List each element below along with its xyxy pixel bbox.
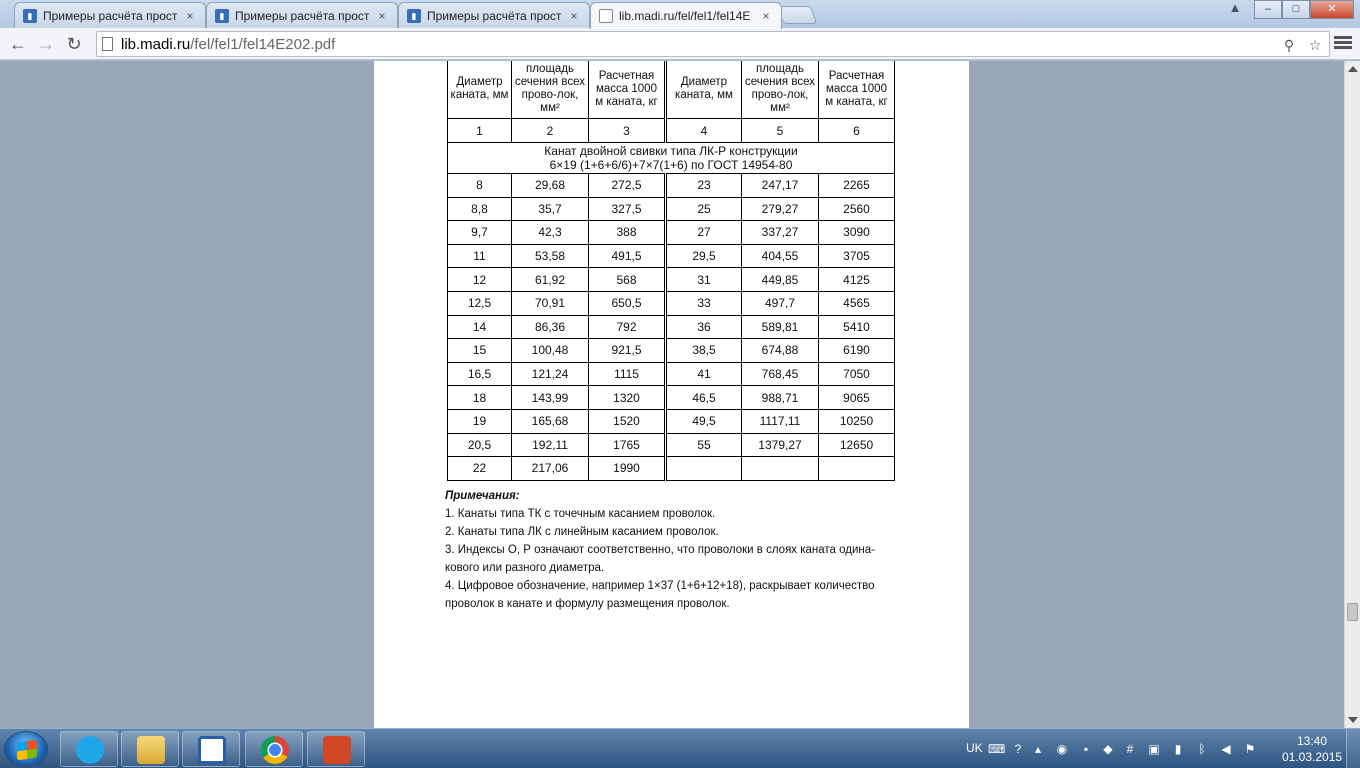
- flag-icon[interactable]: ⚑: [1244, 742, 1256, 756]
- table-cell: 165,68: [512, 409, 589, 433]
- table-row: [448, 221, 895, 245]
- clock[interactable]: [1282, 733, 1342, 765]
- table-cell: 61,92: [512, 268, 589, 292]
- clock-date: 01.03.2015: [1282, 750, 1343, 764]
- table-cell: 18: [448, 386, 512, 410]
- table-cell: 650,5: [589, 291, 666, 315]
- windows-taskbar: [0, 728, 1360, 768]
- table-cell: 4565: [819, 291, 895, 315]
- close-tab-icon[interactable]: ×: [186, 8, 194, 23]
- column-number-row: [448, 119, 895, 143]
- column-number: 6: [819, 119, 895, 143]
- table-cell: 55: [666, 433, 742, 457]
- table-cell: 404,55: [742, 244, 819, 268]
- table-cell: [742, 457, 819, 481]
- pdf-page: [374, 61, 969, 728]
- notes-title: Примечания:: [445, 490, 520, 502]
- taskbar-skype[interactable]: [60, 731, 118, 767]
- table-cell: 192,11: [512, 433, 589, 457]
- document-icon: [599, 9, 613, 23]
- table-cell: 29,68: [512, 174, 589, 198]
- close-window-button[interactable]: ✕: [1310, 0, 1354, 19]
- table-cell: 9,7: [448, 221, 512, 245]
- table-cell: 38,5: [666, 339, 742, 363]
- table-cell: 9065: [819, 386, 895, 410]
- table-cell: 33: [666, 291, 742, 315]
- browser-toolbar: [0, 28, 1360, 60]
- section-title-line1: Канат двойной свивки типа ЛК-Р конструкции: [544, 144, 798, 158]
- rope-table: [447, 61, 895, 481]
- table-cell: 272,5: [589, 174, 666, 198]
- keyboard-icon[interactable]: ⌨: [988, 742, 1006, 756]
- table-cell: 22: [448, 457, 512, 481]
- pdf-viewer[interactable]: [0, 61, 1344, 728]
- tab-3[interactable]: [398, 2, 590, 28]
- column-number: 5: [742, 119, 819, 143]
- table-cell: 41: [666, 362, 742, 386]
- reload-icon[interactable]: ↻: [66, 34, 82, 54]
- browser-titlebar: [0, 0, 1360, 28]
- table-cell: 217,06: [512, 457, 589, 481]
- taskbar-chrome[interactable]: [245, 731, 303, 767]
- address-bar[interactable]: [96, 31, 1330, 57]
- bluetooth-icon[interactable]: ᛒ: [1198, 742, 1206, 756]
- header-cell: Диаметр каната, мм: [666, 61, 742, 119]
- table-cell: 1990: [589, 457, 666, 481]
- table-cell: 29,5: [666, 244, 742, 268]
- volume-icon[interactable]: ◀: [1221, 742, 1231, 756]
- note-line: 1. Канаты типа ТК с точечным касанием проволок.: [445, 508, 716, 520]
- table-cell: 568: [589, 268, 666, 292]
- table-cell: 2265: [819, 174, 895, 198]
- table-cell: 6190: [819, 339, 895, 363]
- tab-2[interactable]: [206, 2, 398, 28]
- bookmark-star-icon[interactable]: ☆: [1308, 37, 1322, 53]
- table-cell: 27: [666, 221, 742, 245]
- header-cell: Диаметр каната, мм: [448, 61, 512, 119]
- column-number: 4: [666, 119, 742, 143]
- table-row: [448, 244, 895, 268]
- table-row: [448, 386, 895, 410]
- table-row: [448, 197, 895, 221]
- table-cell: 36: [666, 315, 742, 339]
- table-cell: 7050: [819, 362, 895, 386]
- column-number: 2: [512, 119, 589, 143]
- table-cell: 279,27: [742, 197, 819, 221]
- notes-icon[interactable]: ▪: [1083, 742, 1089, 756]
- note-line: проволок в канате и формулу размещения проволок.: [445, 598, 730, 610]
- section-title: [448, 143, 895, 174]
- note-line: кового или разного диаметра.: [445, 562, 605, 574]
- table-cell: 100,48: [512, 339, 589, 363]
- device-icon[interactable]: ▣: [1148, 742, 1160, 756]
- table-cell: [819, 457, 895, 481]
- presentation-icon: [323, 736, 351, 764]
- book-icon: ▮: [407, 9, 421, 23]
- scroll-down-icon[interactable]: [1348, 717, 1358, 723]
- table-cell: 388: [589, 221, 666, 245]
- table-cell: 674,88: [742, 339, 819, 363]
- page-icon: [102, 37, 113, 51]
- taskbar-word[interactable]: [182, 731, 240, 767]
- help-icon[interactable]: ?: [1014, 742, 1022, 756]
- menu-icon[interactable]: [1334, 34, 1352, 52]
- zoom-icon[interactable]: ⚲: [1283, 37, 1295, 53]
- chevron-up-icon[interactable]: ▴: [1034, 742, 1042, 756]
- language-indicator[interactable]: UK: [966, 741, 983, 755]
- table-cell: 8: [448, 174, 512, 198]
- table-cell: 1765: [589, 433, 666, 457]
- header-cell: площадь сечения всех прово-лок, мм²: [742, 61, 819, 119]
- table-header-row: [448, 61, 895, 119]
- header-cell: площадь сечения всех прово-лок, мм²: [512, 61, 589, 119]
- table-cell: 5410: [819, 315, 895, 339]
- window-controls: [1254, 0, 1354, 20]
- table-cell: 1115: [589, 362, 666, 386]
- table-cell: 23: [666, 174, 742, 198]
- url-text: [121, 36, 335, 53]
- table-cell: 792: [589, 315, 666, 339]
- skype-icon: [76, 736, 104, 764]
- header-cell: Расчетная масса 1000 м каната, кг: [819, 61, 895, 119]
- vertical-scrollbar[interactable]: [1344, 61, 1360, 728]
- table-cell: 1320: [589, 386, 666, 410]
- table-cell: 25: [666, 197, 742, 221]
- table-cell: 10250: [819, 409, 895, 433]
- tab-label: Примеры расчёта прост: [427, 8, 562, 23]
- notes-block: [445, 487, 915, 613]
- scroll-up-icon[interactable]: [1348, 66, 1358, 72]
- close-tab-icon[interactable]: ×: [762, 9, 770, 23]
- table-cell: 3705: [819, 244, 895, 268]
- tab-active[interactable]: [590, 2, 782, 29]
- file-explorer-icon: [137, 736, 165, 764]
- note-line: 3. Индексы О, Р означают соответственно, что проволоки в слоях каната одина-: [445, 544, 875, 556]
- header-cell: Расчетная масса 1000 м каната, кг: [589, 61, 666, 119]
- table-cell: 46,5: [666, 386, 742, 410]
- table-cell: 12: [448, 268, 512, 292]
- close-tab-icon[interactable]: ×: [570, 8, 578, 23]
- new-tab-button[interactable]: [777, 6, 818, 24]
- section-title-line2: 6×19 (1+6+6/6)+7×7(1+6) по ГОСТ 14954-80: [549, 158, 793, 172]
- table-cell: 15: [448, 339, 512, 363]
- table-row: [448, 339, 895, 363]
- start-button[interactable]: [4, 731, 48, 767]
- tab-label: Примеры расчёта прост: [235, 8, 370, 23]
- show-desktop-button[interactable]: [1346, 729, 1360, 768]
- table-cell: 14: [448, 315, 512, 339]
- scrollbar-thumb[interactable]: [1347, 603, 1358, 621]
- table-cell: 337,27: [742, 221, 819, 245]
- table-cell: 491,5: [589, 244, 666, 268]
- forward-arrow-icon[interactable]: →: [37, 34, 55, 54]
- book-icon: ▮: [215, 9, 229, 23]
- maximize-button[interactable]: □: [1282, 0, 1310, 19]
- section-title-row: [448, 143, 895, 174]
- network-hash-icon[interactable]: #: [1126, 742, 1134, 756]
- table-row: [448, 433, 895, 457]
- table-cell: 31: [666, 268, 742, 292]
- table-cell: 327,5: [589, 197, 666, 221]
- table-row: [448, 291, 895, 315]
- close-tab-icon[interactable]: ×: [378, 8, 386, 23]
- avast-icon[interactable]: ◉: [1056, 742, 1068, 756]
- url-path: /fel/fel1/fel14E202.pdf: [190, 36, 336, 53]
- minimize-button[interactable]: –: [1254, 0, 1282, 19]
- taskbar-explorer[interactable]: [121, 731, 179, 767]
- table-cell: 1379,27: [742, 433, 819, 457]
- table-cell: 70,91: [512, 291, 589, 315]
- table-row: [448, 174, 895, 198]
- system-tray: [960, 729, 1360, 768]
- signal-icon[interactable]: ▮: [1174, 742, 1182, 756]
- table-cell: 768,45: [742, 362, 819, 386]
- user-profile-icon[interactable]: ▲: [1228, 0, 1242, 15]
- note-line: 4. Цифровое обозначение, например 1×37 (1+6+12+18), раскрывает количество: [445, 580, 875, 592]
- table-cell: 20,5: [448, 433, 512, 457]
- tab-label: lib.madi.ru/fel/fel1/fel14E: [619, 9, 751, 23]
- table-cell: 1117,11: [742, 409, 819, 433]
- table-cell: 86,36: [512, 315, 589, 339]
- table-row: [448, 362, 895, 386]
- column-number: 1: [448, 119, 512, 143]
- column-number: 3: [589, 119, 666, 143]
- table-cell: 11: [448, 244, 512, 268]
- chrome-icon: [261, 736, 289, 764]
- table-cell: 8,8: [448, 197, 512, 221]
- table-cell: 19: [448, 409, 512, 433]
- windows-logo-icon: [17, 740, 37, 761]
- table-cell: 247,17: [742, 174, 819, 198]
- taskbar-presentation[interactable]: [307, 731, 365, 767]
- table-cell: 53,58: [512, 244, 589, 268]
- table-cell: 12650: [819, 433, 895, 457]
- tab-label: Примеры расчёта прост: [43, 8, 178, 23]
- table-row: [448, 457, 895, 481]
- table-body: [448, 174, 895, 481]
- table-cell: 121,24: [512, 362, 589, 386]
- table-cell: 3090: [819, 221, 895, 245]
- table-cell: 35,7: [512, 197, 589, 221]
- table-cell: 16,5: [448, 362, 512, 386]
- table-cell: 1520: [589, 409, 666, 433]
- table-cell: 497,7: [742, 291, 819, 315]
- tab-1[interactable]: [14, 2, 206, 28]
- table-cell: 143,99: [512, 386, 589, 410]
- table-row: [448, 268, 895, 292]
- table-cell: 12,5: [448, 291, 512, 315]
- chat-icon[interactable]: ◆: [1103, 742, 1113, 756]
- back-arrow-icon[interactable]: ←: [9, 34, 27, 54]
- table-cell: 449,85: [742, 268, 819, 292]
- table-cell: [666, 457, 742, 481]
- table-cell: 988,71: [742, 386, 819, 410]
- table-row: [448, 409, 895, 433]
- table-cell: 921,5: [589, 339, 666, 363]
- table-cell: 42,3: [512, 221, 589, 245]
- clock-time: 13:40: [1296, 734, 1328, 748]
- table-cell: 4125: [819, 268, 895, 292]
- table-cell: 589,81: [742, 315, 819, 339]
- table-cell: 2560: [819, 197, 895, 221]
- book-icon: ▮: [23, 9, 37, 23]
- table-row: [448, 315, 895, 339]
- word-icon: [198, 736, 226, 764]
- note-line: 2. Канаты типа ЛК с линейным касанием проволок.: [445, 526, 719, 538]
- url-host: lib.madi.ru: [121, 36, 191, 53]
- table-cell: 49,5: [666, 409, 742, 433]
